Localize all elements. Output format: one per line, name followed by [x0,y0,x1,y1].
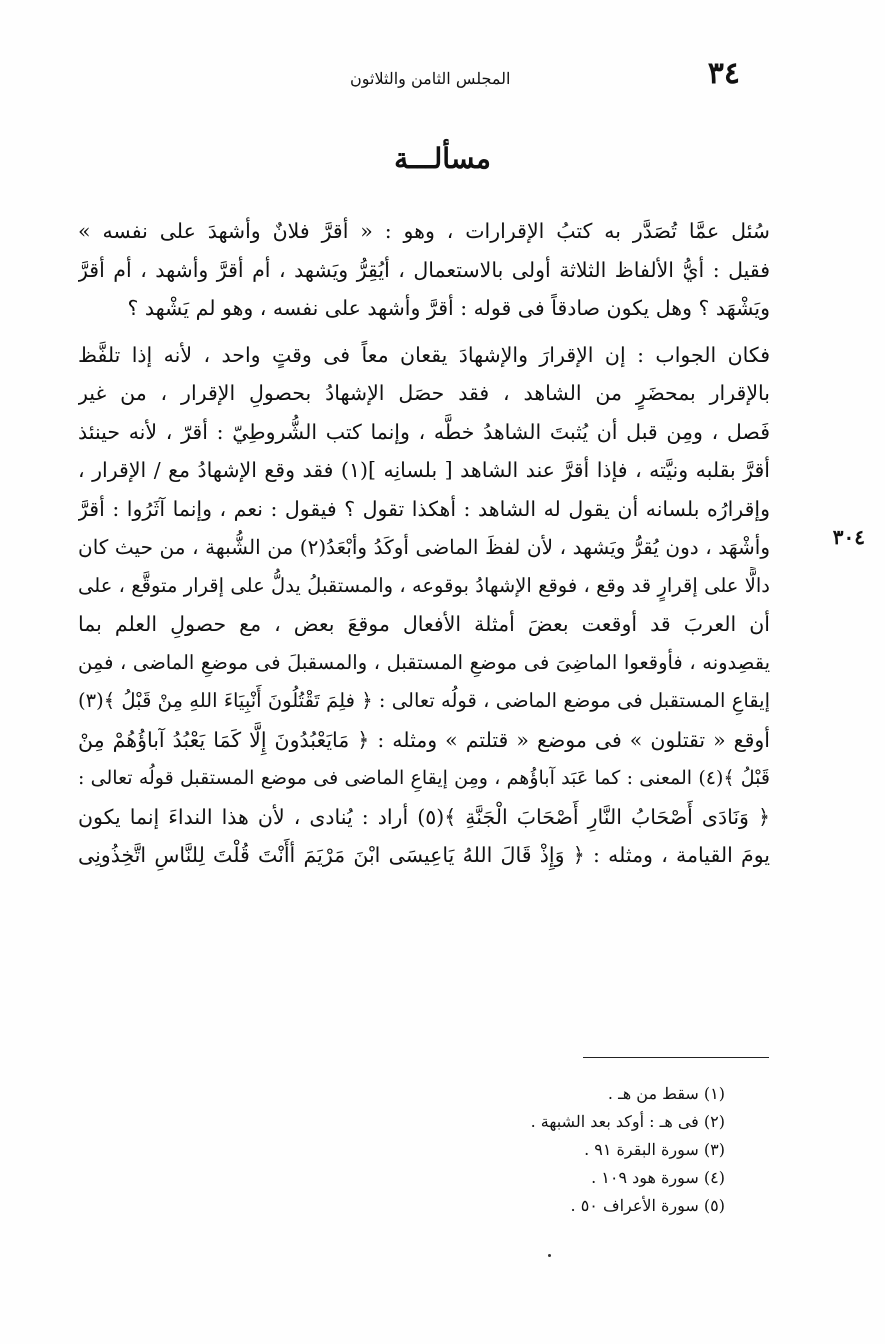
text-line: وأشْهَد ، دون يُقرُّ ويَشهد ، لأن لفظَ الماضى أوكَدُ وأبْعَدُ(٢) من الشُّبهة ، من حيث كان [78,535,770,559]
margin-page-reference: ٣٠٤ [832,525,865,549]
text-line: قَبْلُ ﴾(٤) المعنى : كما عَبَد آباؤُهم ، ومِن إيقاعِ الماضى فى موضع المستقبل قولُه تعالى : [78,767,770,789]
footnote-item: (٣) سورة البقرة ٩١ . [584,1140,725,1159]
footnotes [305,1080,725,1220]
text-line: يومَ القيامة ، ومثله : ﴿ وَإِذْ قَالَ اللهُ يَاعِيسَى ابْنَ مَرْيَمَ أأَنْتَ قُلْتَ لِلنَّاسِ اتَّخِذُونِى [78,843,770,867]
text-line: فَصل ، ومِن قبل أن يُثبتَ الشاهدُ خطَّه ، وإنما كتب الشُّروطِيّ : أقرّ ، لأنه حينئذ [78,419,770,444]
footnote-item: (٥) سورة الأعراف ٥٠ . [570,1196,725,1215]
text-line: وإقرارُه بلسانه أن يقول له الشاهد : أهكذا تقول ؟ فيقول : نعم ، وإنما آثَرُوا : أقرَّ [78,496,770,521]
text-line: أن العربَ قد أوقعت بعضَ أمثلة الأفعال موقعَ بعض ، مع حصولِ العلم بما [78,612,770,636]
text-line: إيقاعِ المستقبل فى موضع الماضى ، قولُه تعالى : ﴿ فلِمَ تَقْتُلُونَ أَنْبِيَاءَ اللهِ مِنْ قَبْلُ ﴾(٣) [78,689,770,712]
footnote-item: (٤) سورة هود ١٠٩ . [591,1168,725,1187]
text-line: ويَشْهَد ؟ وهل يكون صادقاً فى قوله : أقرَّ وأشهد على نفسه ، وهو لم يَشْهد ؟ [127,296,770,320]
text-line: أوقع « تقتلون » فى موضع « قتلتم » ومثله : ﴿ مَايَعْبُدُونَ إِلَّا كَمَا يَعْبُدُ آباؤُهُمْ مِنْ [78,727,770,752]
paragraph-answer [78,336,770,875]
paragraph-question [78,212,770,328]
text-line: دالًّا على إقرارٍ قد وقع ، فوقع الإشهادُ بوقوعه ، والمستقبلُ يدلُّ على إقرار متوقَّع ، على [78,573,770,597]
footnote-divider [583,1057,769,1058]
footnote-item: (٢) فى هـ : أوكد بعد الشبهة . [530,1112,725,1131]
text-line: فقيل : أيُّ الألفاظ الثلاثة أولى بالاستعمال ، أيُقِرُّ ويَشهد ، أم أقرَّ وأشهد ، أم أقرَّ [78,257,770,282]
print-speck [548,1254,551,1257]
section-title: مسألـــة [394,142,491,175]
text-line: ﴿ وَنَادَى أَصْحَابُ النَّارِ أَصْحَابَ الْجَنَّةِ ﴾(٥) أراد : يُنادى ، لأن هذا النداءَ إنما يكون [78,804,770,829]
text-line: فكان الجواب : إن الإقرارَ والإشهادَ يقعان معاً فى وقتٍ واحد ، لأنه إذا تلفَّظ [78,342,770,367]
page-number: ٣٤ [707,56,740,91]
running-title: المجلس الثامن والثلاثون [350,69,511,88]
text-line: يقصِدونه ، فأوقعوا الماضِىَ فى موضعِ المستقبل ، والمسقبلَ فى موضعِ الماضى ، فمِن [78,650,770,674]
page-header [340,56,760,96]
text-line: سُئل عمَّا تُصَدَّر به كتبُ الإقرارات ، وهو : « أقرَّ فلانٌ وأشهدَ على نفسه » [78,219,770,243]
footnote-item: (١) سقط من هـ . [607,1084,725,1103]
body-text [78,212,770,875]
paragraph-gap [78,328,770,336]
text-line: أقرَّ بقلبه ونيَّته ، فإذا أقرَّ عند الشاهد [ بلسانِه ](١) فقد وقع الإشهادُ مع / الإقرار ، [78,458,770,482]
text-line: بالإقرار بمحضَرٍ من الشاهد ، فقد حصَل الإشهادُ بحصولِ الإقرار ، من غير [78,381,770,405]
